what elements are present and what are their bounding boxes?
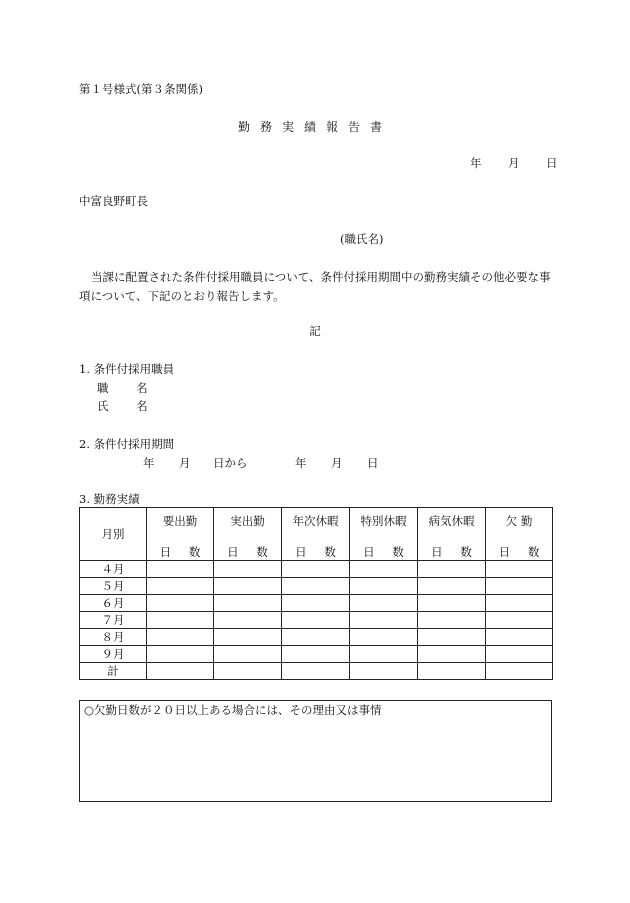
table-cell[interactable] <box>486 578 553 595</box>
table-cell[interactable] <box>214 663 282 680</box>
table-cell[interactable] <box>418 561 486 578</box>
table-row <box>80 612 553 629</box>
absence-reason-box[interactable] <box>79 700 552 802</box>
table-cell[interactable] <box>282 578 350 595</box>
table-cell[interactable] <box>350 663 418 680</box>
table-cell[interactable] <box>147 612 214 629</box>
table-row <box>80 595 553 612</box>
row-label: ５月 <box>80 578 147 595</box>
table-header-row <box>80 508 553 561</box>
row-label: ７月 <box>80 612 147 629</box>
date-line <box>470 156 558 170</box>
table-row <box>80 578 553 595</box>
table-cell[interactable] <box>147 578 214 595</box>
form-number: 第１号様式(第３条関係) <box>79 82 203 96</box>
table-cell[interactable] <box>418 663 486 680</box>
signer-title: (職氏名) <box>340 232 384 246</box>
row-label: ６月 <box>80 595 147 612</box>
table-cell[interactable] <box>282 646 350 663</box>
period-start-day: 日から <box>213 456 248 470</box>
table-cell[interactable] <box>418 595 486 612</box>
section3-title: 3. 勤務実績 <box>79 492 140 506</box>
position-label: 職 名 <box>97 381 160 395</box>
table-cell[interactable] <box>214 612 282 629</box>
column-header <box>214 508 282 561</box>
table-cell[interactable] <box>282 612 350 629</box>
document-title: 勤務実績報告書 <box>237 120 392 134</box>
period-end-day: 日 <box>367 456 379 470</box>
table-cell[interactable] <box>350 612 418 629</box>
row-label: ４月 <box>80 561 147 578</box>
table-cell[interactable] <box>350 646 418 663</box>
name-label: 氏 名 <box>97 399 160 413</box>
table-cell[interactable] <box>486 663 553 680</box>
table-row-total <box>80 663 553 680</box>
table-cell[interactable] <box>147 595 214 612</box>
column-label: 要出勤 <box>162 514 198 528</box>
section2-title: 2. 条件付採用期間 <box>79 437 175 451</box>
column-label: 年次休暇 <box>292 514 339 528</box>
column-unit: 日 数 <box>363 545 404 559</box>
table-cell[interactable] <box>350 578 418 595</box>
period-end-month: 月 <box>331 456 343 470</box>
column-unit: 日 数 <box>159 545 201 559</box>
table-cell[interactable] <box>147 629 214 646</box>
work-record-table <box>79 507 553 680</box>
section1-title: 1. 条件付採用職員 <box>79 362 175 376</box>
period-start-year: 年 <box>143 456 155 470</box>
table-cell[interactable] <box>214 646 282 663</box>
table-cell[interactable] <box>486 561 553 578</box>
column-unit: 日 数 <box>431 545 472 559</box>
table-cell[interactable] <box>214 561 282 578</box>
ki-heading: 記 <box>309 324 321 338</box>
table-cell[interactable] <box>214 578 282 595</box>
date-month: 月 <box>508 156 520 170</box>
column-header <box>350 508 418 561</box>
absence-reason-label: ○欠勤日数が２０日以上ある場合には、その理由又は事情 <box>84 703 382 717</box>
column-label: 実出勤 <box>230 514 265 528</box>
intro-text: 当課に配置された条件付採用職員について、条件付採用期間中の勤務実績その他必要な事項について、下記のとおり報告します。 <box>79 270 551 303</box>
period-end-year: 年 <box>295 456 307 470</box>
table-cell[interactable] <box>486 629 553 646</box>
table-cell[interactable] <box>418 612 486 629</box>
table-cell[interactable] <box>282 561 350 578</box>
table-cell[interactable] <box>147 663 214 680</box>
column-header <box>147 508 214 561</box>
table-cell[interactable] <box>282 663 350 680</box>
table-cell[interactable] <box>147 561 214 578</box>
column-header <box>486 508 553 561</box>
table-cell[interactable] <box>418 629 486 646</box>
row-label: 計 <box>80 663 147 680</box>
table-cell[interactable] <box>350 595 418 612</box>
table-cell[interactable] <box>282 629 350 646</box>
row-label: ９月 <box>80 646 147 663</box>
column-label: 欠 勤 <box>505 514 533 528</box>
column-header <box>418 508 486 561</box>
table-cell[interactable] <box>350 629 418 646</box>
table-cell[interactable] <box>282 595 350 612</box>
month-header: 月別 <box>80 508 147 561</box>
addressee: 中富良野町長 <box>79 194 148 208</box>
column-label: 病気休暇 <box>428 514 475 528</box>
row-label: ８月 <box>80 629 147 646</box>
table-cell[interactable] <box>350 561 418 578</box>
column-label: 特別休暇 <box>360 514 407 528</box>
column-unit: 日 数 <box>498 545 540 559</box>
table-cell[interactable] <box>418 578 486 595</box>
table-cell[interactable] <box>214 629 282 646</box>
date-day: 日 <box>546 156 558 170</box>
table-cell[interactable] <box>214 595 282 612</box>
column-unit: 日 数 <box>295 545 336 559</box>
period-start-month: 月 <box>179 456 191 470</box>
table-row <box>80 629 553 646</box>
column-header <box>282 508 350 561</box>
table-cell[interactable] <box>418 646 486 663</box>
table-cell[interactable] <box>147 646 214 663</box>
table-cell[interactable] <box>486 646 553 663</box>
table-row <box>80 561 553 578</box>
date-year: 年 <box>470 156 482 170</box>
column-unit: 日 数 <box>227 545 268 559</box>
table-cell[interactable] <box>486 612 553 629</box>
table-row <box>80 646 553 663</box>
table-cell[interactable] <box>486 595 553 612</box>
